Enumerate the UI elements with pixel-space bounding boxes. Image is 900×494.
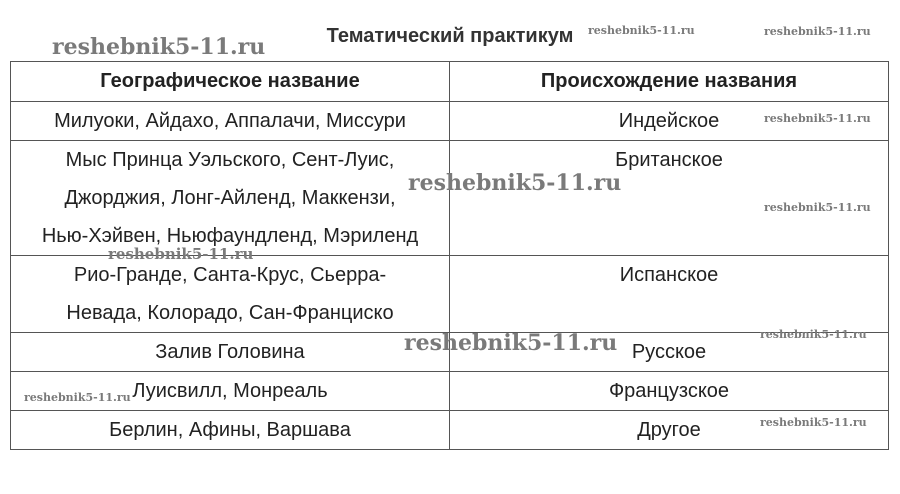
table-header-row — [11, 62, 889, 102]
origin-cell: Индейское — [450, 102, 889, 141]
watermark: reshebnik5-11.ru — [764, 25, 871, 38]
table-row — [11, 411, 889, 450]
table-row — [11, 256, 889, 333]
origins-table — [10, 61, 889, 450]
column-header-origin: Происхождение названия — [450, 62, 889, 102]
geo-names-cell — [11, 141, 450, 256]
table-row — [11, 141, 889, 256]
watermark: reshebnik5-11.ru — [408, 170, 622, 196]
table-row — [11, 372, 889, 411]
geo-names-line: Рио-Гранде, Санта-Крус, Сьерра- — [73, 264, 387, 286]
watermark: reshebnik5-11.ru — [764, 201, 871, 214]
geo-names-cell — [11, 333, 450, 372]
table-row — [11, 102, 889, 141]
watermark: reshebnik5-11.ru — [588, 24, 695, 37]
watermark: reshebnik5-11.ru — [52, 34, 266, 60]
geo-names-cell — [11, 411, 450, 450]
geo-names-line: Невада, Колорадо, Сан-Франциско — [66, 302, 394, 324]
geo-names-cell — [11, 256, 450, 333]
geo-names-line: Луисвилл, Монреаль — [132, 380, 328, 402]
column-header-geo-name: Географическое название — [11, 62, 450, 102]
origin-cell: Испанское — [450, 256, 889, 333]
geo-names-line: Джорджия, Лонг-Айленд, Маккензи, — [64, 187, 396, 209]
watermark: reshebnik5-11.ru — [24, 391, 131, 404]
table-row — [11, 333, 889, 372]
geo-names-cell — [11, 372, 450, 411]
origin-cell: Французское — [450, 372, 889, 411]
watermark: reshebnik5-11.ru — [108, 245, 254, 263]
geo-names-cell — [11, 102, 450, 141]
geo-names-line: Мыс Принца Уэльского, Сент-Луис, — [65, 149, 395, 171]
watermark: reshebnik5-11.ru — [760, 328, 867, 341]
geo-names-line: Милуоки, Айдахо, Аппалачи, Миссури — [54, 110, 406, 132]
origin-cell: Русское — [450, 333, 889, 372]
geo-names-line: Берлин, Афины, Варшава — [109, 419, 351, 441]
geo-names-line: Нью-Хэйвен, Ньюфаундленд, Мэриленд — [41, 225, 419, 247]
watermark: reshebnik5-11.ru — [760, 416, 867, 429]
page-title: Тематический практикум — [326, 25, 574, 47]
watermark: reshebnik5-11.ru — [404, 330, 618, 356]
geo-names-line: Залив Головина — [155, 341, 305, 363]
origin-cell: Другое — [450, 411, 889, 450]
origin-cell: Британское — [450, 141, 889, 256]
watermark: reshebnik5-11.ru — [764, 112, 871, 125]
